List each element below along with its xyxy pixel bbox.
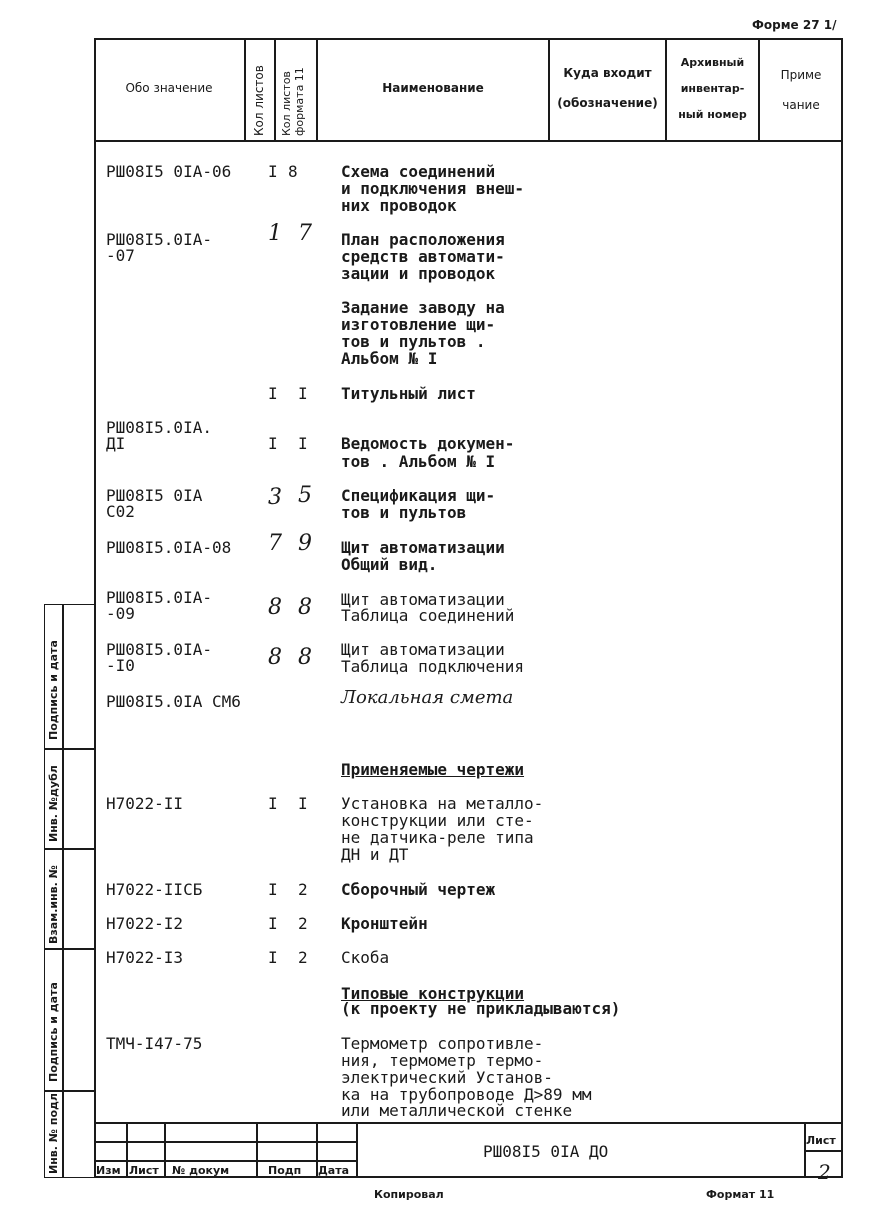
row-10-name-1: Локальная смета (341, 687, 514, 708)
col-line-2 (274, 38, 276, 140)
applied-1-name-2: конструкции или сте- (341, 811, 534, 830)
row-1-count: I (268, 162, 278, 181)
section-applied-title: Применяемые чертежи (341, 760, 525, 779)
header-sheets-count: Кол листов (252, 65, 266, 136)
section-typical-note: (к проекту не прикладываются) (341, 999, 621, 1018)
row-9-format: 8 (298, 645, 312, 670)
side-line-2 (44, 848, 96, 850)
form-label: Форме 27 1/ (752, 18, 837, 32)
row-1-name-1: Схема соединений (341, 162, 496, 181)
header-note: Приме чание (780, 68, 822, 112)
row-7-name-1: Щит автоматизации (341, 538, 505, 557)
row-6-code: РШ08I5 0IА С02 (106, 486, 203, 521)
row-3-name-4: Альбом № I (341, 349, 438, 368)
applied-1-code: Н7022-II (106, 794, 184, 813)
side-inv-dubl: Инв. №дубл (47, 765, 60, 842)
row-6-count: 3 (268, 485, 282, 510)
stamp-sheet-line (804, 1150, 843, 1152)
row-2-name-3: зации и проводок (341, 264, 496, 283)
header-name: Наименование (382, 81, 484, 95)
stamp-col-3 (256, 1122, 258, 1178)
header-designation: Обо значение (125, 81, 213, 95)
header-sheets-format: Кол листов формата 11 (280, 67, 306, 136)
row-6-name-2: тов и пультов (341, 503, 467, 522)
applied-4-count: I (268, 948, 278, 967)
applied-2-format: 2 (298, 880, 308, 899)
row-7-format: 9 (298, 531, 312, 556)
stamp-sheet-number: 2 (818, 1160, 831, 1184)
applied-1-name-1: Установка на металло- (341, 794, 544, 813)
row-9-name-2: Таблица подключения (341, 657, 525, 676)
applied-4-format: 2 (298, 948, 308, 967)
side-vzam-inv: Взам.инв. № (47, 865, 60, 944)
row-5-name-2: тов . Альбом № I (341, 452, 496, 471)
stamp-copied: Копировал (374, 1188, 444, 1201)
stamp-designation: РШ08I5 0IА ДО (483, 1142, 609, 1161)
applied-4-code: Н7022-I3 (106, 948, 184, 967)
row-8-name-1: Щит автоматизации (341, 590, 505, 609)
row-7-count: 7 (268, 531, 282, 556)
row-9-count: 8 (268, 645, 282, 670)
row-9-code: РШ08I5.0IА- -I0 (106, 640, 212, 675)
applied-2-code: Н7022-IIСБ (106, 880, 203, 899)
row-8-name-2: Таблица соединений (341, 606, 515, 625)
row-4-name-1: Титульный лист (341, 384, 476, 403)
typical-1-name-2: ния, термометр термо- (341, 1051, 544, 1070)
row-7-name-2: Общий вид. (341, 555, 438, 574)
row-3-name-2: изготовление щи- (341, 315, 496, 334)
row-6-format: 5 (298, 483, 312, 508)
applied-3-code: Н7022-I2 (106, 914, 184, 933)
section-typical-title: Типовые конструкции (341, 984, 525, 1003)
side-line-4 (44, 1090, 96, 1092)
typical-1-name-3: электрический Установ- (341, 1068, 553, 1087)
stamp-col-1 (126, 1122, 128, 1178)
applied-2-count: I (268, 880, 278, 899)
stamp-podp: Подп (268, 1164, 302, 1177)
side-line-3 (44, 948, 96, 950)
row-2-format: 7 (298, 221, 312, 246)
col-line-1 (244, 38, 246, 140)
applied-3-count: I (268, 914, 278, 933)
row-1-code: РШ08I5 0IА-06 (106, 162, 232, 181)
row-5-code: РШ08I5.0IА. ДI (106, 418, 212, 453)
side-inv-podl: Инв. № подл (47, 1093, 60, 1174)
stamp-izm: Изм (96, 1164, 121, 1177)
row-10-code: РШ08I5.0IА СМ6 (106, 692, 241, 711)
applied-3-format: 2 (298, 914, 308, 933)
row-2-code: РШ08I5.0IА- -07 (106, 230, 212, 265)
stamp-format: Формат 11 (706, 1188, 775, 1201)
row-2-count: 1 (268, 221, 282, 246)
row-3-name-3: тов и пультов . (341, 332, 486, 351)
row-5-name-1: Ведомость докумен- (341, 434, 515, 453)
applied-2-name-1: Сборочный чертеж (341, 880, 496, 899)
stamp-sheet-label: Лист (806, 1134, 836, 1147)
stamp-doc: № докум (172, 1164, 230, 1177)
stamp-list: Лист (129, 1164, 159, 1177)
row-8-format: 8 (298, 595, 312, 620)
typical-1-name-1: Термометр сопротивле- (341, 1034, 544, 1053)
stamp-col-2 (164, 1122, 166, 1178)
row-4-count: I (268, 384, 278, 403)
stamp-col-5 (356, 1122, 358, 1178)
row-2-name-2: средств автомати- (341, 247, 505, 266)
side-strip-divider (62, 604, 64, 1178)
row-9-name-1: Щит автоматизации (341, 640, 505, 659)
applied-1-count: I (268, 794, 278, 813)
applied-3-name-1: Кронштейн (341, 914, 428, 933)
applied-1-format: I (298, 794, 308, 813)
row-3-name-1: Задание заводу на (341, 298, 505, 317)
typical-1-name-4: ка на трубопроводе Д>89 мм (341, 1085, 592, 1104)
row-4-format: I (298, 384, 308, 403)
row-1-name-3: них проводок (341, 196, 457, 215)
header-bottom-line (94, 140, 843, 142)
row-7-code: РШ08I5.0IА-08 (106, 538, 232, 557)
row-6-name-1: Спецификация щи- (341, 486, 496, 505)
row-1-format: 8 (288, 162, 298, 181)
applied-1-name-4: ДН и ДТ (341, 845, 409, 864)
side-podpis-data-1: Подпись и дата (47, 640, 60, 740)
row-8-count: 8 (268, 595, 282, 620)
typical-1-name-5: или металлической стенке (341, 1101, 573, 1120)
applied-4-name-1: Скоба (341, 948, 390, 967)
applied-1-name-3: не датчика-реле типа (341, 828, 534, 847)
row-2-name-1: План расположения (341, 230, 505, 249)
typical-1-code: ТМЧ-I47-75 (106, 1034, 203, 1053)
header-archive: Архивный инвентар- ный номер (678, 56, 747, 121)
stamp-top-line (94, 1122, 843, 1124)
stamp-data: Дата (318, 1164, 350, 1177)
side-podpis-data-2: Подпись и дата (47, 982, 60, 1082)
row-5-format: I (298, 434, 308, 453)
side-line-1 (44, 748, 96, 750)
row-5-count: I (268, 434, 278, 453)
header-where-used: Куда входит (обозначение) (557, 66, 658, 110)
row-1-name-2: и подключения внеш- (341, 179, 525, 198)
row-8-code: РШ08I5.0IА- -09 (106, 588, 212, 623)
